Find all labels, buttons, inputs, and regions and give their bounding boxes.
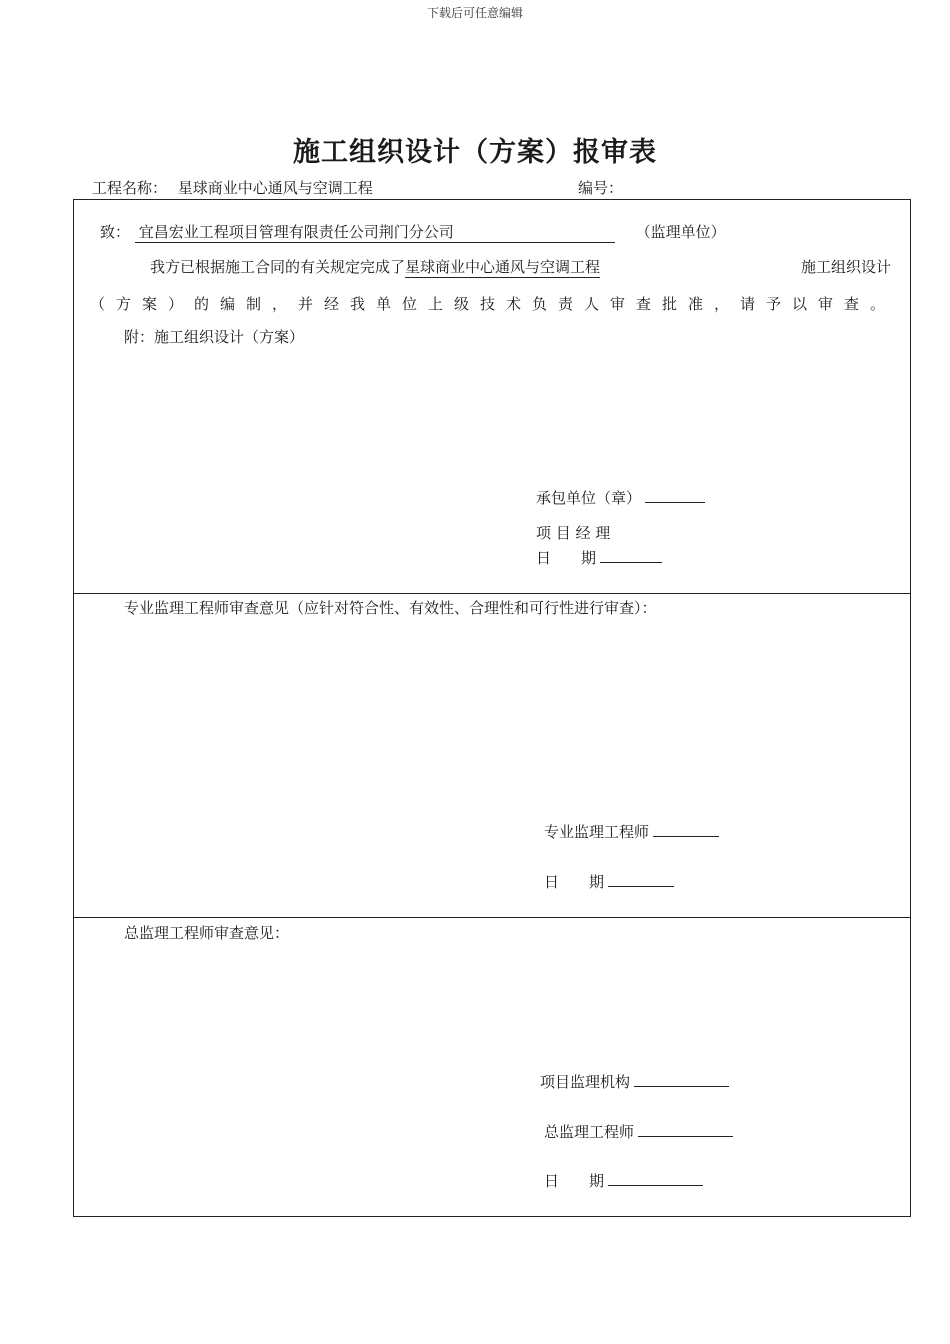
engineer-label: 专业监理工程师 (544, 823, 650, 841)
engineer-signature-row (544, 821, 719, 842)
number-label: 编号： (578, 179, 624, 197)
addressee-row (100, 221, 726, 243)
chief-review-heading: 总监理工程师审查意见： (124, 924, 290, 942)
body-line-1 (150, 256, 600, 278)
contractor-date-blank (600, 561, 662, 563)
supervision-unit-name: 宜昌宏业工程项目管理有限责任公司荆门分公司 (135, 221, 615, 243)
section-divider-2 (73, 917, 911, 918)
project-name-label: 工程名称： (92, 179, 168, 197)
project-name-value: 星球商业中心通风与空调工程 (177, 179, 373, 197)
engineer-blank (653, 835, 719, 837)
supervision-org-row (540, 1071, 729, 1092)
supervision-org-label: 项目监理机构 (540, 1073, 631, 1091)
project-name-row (92, 177, 373, 198)
body-project-name: 星球商业中心通风与空调工程 (405, 258, 601, 276)
chief-engineer-label: 总监理工程师 (544, 1123, 635, 1141)
contractor-blank (645, 501, 705, 503)
contractor-signature-row (536, 487, 705, 508)
engineer-review-heading: 专业监理工程师审查意见（应针对符合性、有效性、合理性和可行性进行审查）： (124, 599, 657, 617)
project-manager-label: 项 目 经 理 (536, 524, 611, 542)
chief-date-label: 日 期 (544, 1172, 605, 1190)
header-note: 下载后可任意编辑 (426, 6, 523, 20)
contractor-date-row (536, 547, 662, 568)
page-title: 施工组织设计（方案）报审表 (293, 137, 657, 168)
contractor-date-label: 日 期 (536, 549, 597, 567)
engineer-date-label: 日 期 (544, 873, 605, 891)
body-line-1-prefix: 我方已根据施工合同的有关规定完成了 (150, 258, 406, 276)
chief-engineer-row (544, 1121, 733, 1142)
chief-engineer-blank (638, 1135, 733, 1137)
chief-date-row (544, 1170, 703, 1191)
supervision-unit-suffix: （监理单位） (635, 223, 726, 241)
contractor-label: 承包单位（章） (536, 489, 642, 507)
body-line-1-suffix: 施工组织设计 (801, 258, 892, 276)
supervision-org-blank (634, 1085, 729, 1087)
attachment-note: 附：施工组织设计（方案） (124, 328, 305, 346)
engineer-date-row (544, 871, 674, 892)
engineer-date-blank (608, 885, 674, 887)
section-divider-1 (73, 593, 911, 594)
to-label: 致： (100, 223, 131, 241)
body-line-2: （方案）的编制，并经我单位上级技术负责人审查批准，请予以审查。 (90, 295, 897, 313)
review-form-table (73, 199, 911, 1217)
chief-date-blank (608, 1184, 703, 1186)
